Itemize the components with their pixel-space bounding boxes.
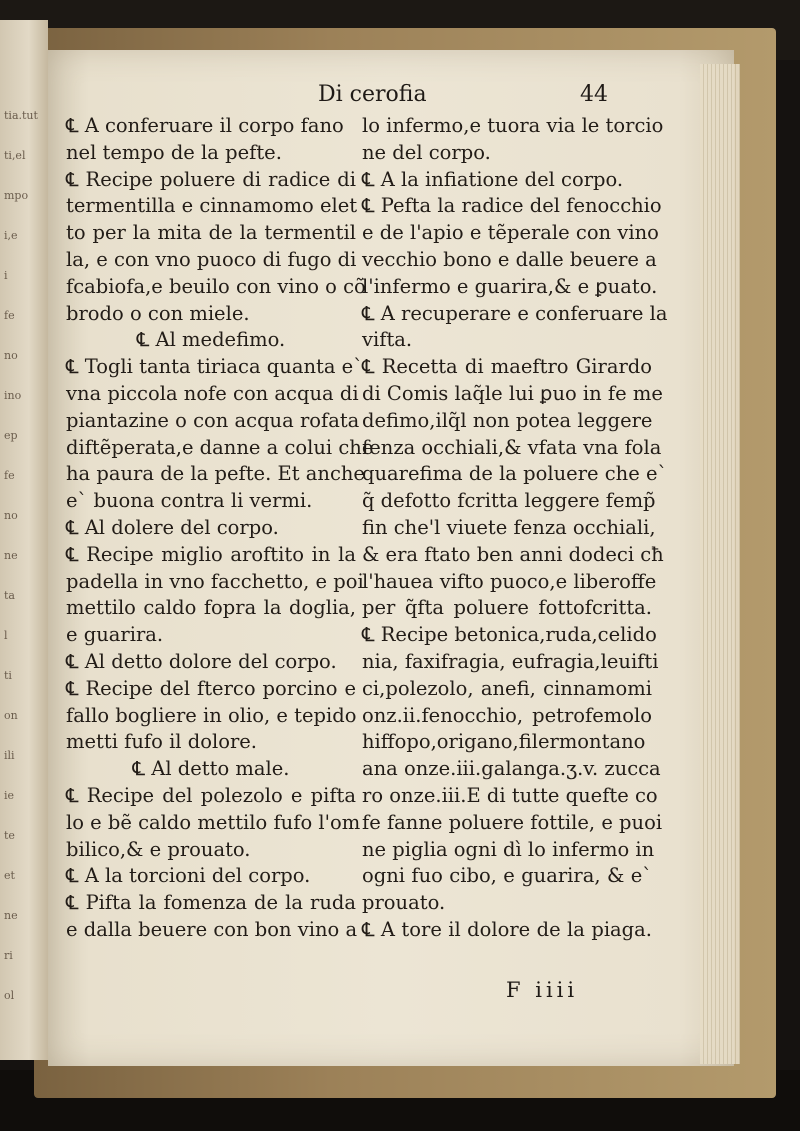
text-line: vna piccola nofe con acqua di: [66, 381, 359, 405]
text-line: ro onze.iii.E di tutte quefte co: [362, 783, 658, 807]
text-line: la, e con vno puoco di fugo di: [66, 247, 357, 271]
text-line: bilico,& e prouato.: [66, 837, 251, 861]
signature-mark: F iiii: [506, 978, 579, 1002]
text-line: ℄ A la torcioni del corpo.: [66, 864, 311, 888]
text-line: brodo o con miele.: [66, 301, 250, 325]
margin-bleed-text: i: [4, 269, 8, 282]
text-line: e de l'apio e tẽperale con vino: [362, 221, 659, 245]
margin-bleed-text: ino: [4, 389, 22, 402]
page-stack-edge: [700, 64, 740, 1064]
text-line: piantazine o con acqua rofata: [66, 408, 360, 432]
text-line: quarefima de la poluere che e`: [362, 462, 668, 486]
text-line: ℄ Al medefimo.: [136, 328, 286, 352]
text-line: to per la mita de la termentil: [66, 221, 356, 245]
text-line: di Comis laq̃le lui ꝑuo in fe me: [362, 381, 663, 405]
margin-bleed-text: te: [4, 829, 15, 842]
text-line: e dalla beuere con bon vino a: [66, 917, 358, 941]
text-line: ℄ Recipe del fterco porcino e: [66, 676, 356, 700]
margin-bleed-text: l: [4, 629, 8, 642]
margin-bleed-text: ri: [4, 949, 13, 962]
text-line: ℄ Togli tanta tiriaca quanta e`: [66, 355, 363, 379]
text-line: ci,polezolo, anefi, cinnamomi: [362, 676, 652, 700]
text-line: nia, faxifragia, eufragia,leuifti: [362, 649, 659, 673]
text-line: vecchio bono e dalle beuere a: [362, 247, 657, 271]
text-line: q̃ defotto fcritta leggere femp̃: [362, 489, 656, 513]
text-line: nel tempo de la pefte.: [66, 140, 282, 164]
text-line: l'hauea vifto puoco,e liberoffe: [362, 569, 657, 593]
text-line: ℄ Al dolere del corpo.: [66, 515, 279, 539]
previous-page-edge: [0, 20, 48, 1060]
text-line: mettilo caldo fopra la doglia,: [66, 596, 356, 620]
page-number: 44: [580, 82, 608, 107]
text-line: ne piglia ogni dì lo infermo in: [362, 837, 655, 861]
text-line: fe fanne poluere fottile, e puoi: [362, 810, 663, 834]
text-line: metti fufo il dolore.: [66, 730, 258, 754]
text-line: ℄ Recipe miglio aroftito in la: [66, 542, 356, 566]
text-line: ha paura de la pefte. Et anche: [66, 462, 365, 486]
text-line: ℄ Recipe poluere di radice di: [66, 167, 356, 191]
right-text-column: [362, 113, 668, 944]
text-line: ne del corpo.: [362, 140, 491, 164]
text-line: onz.ii.fenocchio, petrofemolo: [362, 703, 652, 727]
text-line: ℄ Recetta di maeftro Girardo: [362, 355, 652, 379]
margin-bleed-text: tia.tut: [4, 109, 38, 122]
text-line: & era ftato ben anni dodeci cħ: [362, 542, 664, 566]
margin-bleed-text: ta: [4, 589, 15, 602]
margin-bleed-text: mpo: [4, 189, 29, 202]
text-line: fallo bogliere in olio, e tepido: [66, 703, 357, 727]
margin-bleed-text: i,e: [4, 229, 18, 242]
text-line: ℄ Al detto male.: [132, 757, 290, 781]
text-line: vifta.: [362, 328, 413, 352]
text-line: ℄ Pifta la fomenza de la ruda: [66, 891, 356, 915]
text-line: ana onze.iii.galanga.ʒ.v. zucca: [362, 757, 661, 781]
running-head-title: Di cerofia: [318, 82, 427, 107]
text-line: defimo,ilq̃l non potea leggere: [362, 408, 653, 432]
text-line: ℄ A tore il dolore de la piaga.: [362, 917, 652, 941]
margin-bleed-text: et: [4, 869, 15, 882]
text-line: lo e bẽ caldo mettilo fufo l'om: [66, 810, 361, 834]
margin-bleed-text: ti: [4, 669, 12, 682]
text-line: ℄ A conferuare il corpo fano: [66, 114, 344, 137]
margin-bleed-text: on: [4, 709, 18, 722]
margin-bleed-text: ne: [4, 549, 18, 562]
margin-bleed-text: no: [4, 349, 18, 362]
text-line: ℄ Al detto dolore del corpo.: [66, 649, 337, 673]
margin-bleed-text: fe: [4, 309, 15, 322]
margin-bleed-text: ep: [4, 429, 18, 442]
margin-bleed-text: ie: [4, 789, 15, 802]
text-line: e guarira.: [66, 623, 164, 647]
margin-bleed-text: ili: [4, 749, 15, 762]
text-line: ℄ Recipe betonica,ruda,celido: [362, 623, 657, 647]
text-line: fcabiofa,e beuilo con vino o cõ: [66, 274, 366, 298]
text-line: l'infermo e guarira,& e ꝑuato.: [362, 274, 658, 298]
text-line: hiffopo,origano,filermontano: [362, 730, 646, 754]
margin-bleed-text: fe: [4, 469, 15, 482]
text-line: ℄ Pefta la radice del fenocchio: [362, 194, 662, 218]
text-line: fin che'l viuete fenza occhiali,: [362, 515, 656, 539]
text-line: lo infermo,e tuora via le torcio: [362, 114, 664, 137]
text-line: ℄ A la infiatione del corpo.: [362, 167, 624, 191]
text-line: fenza occhiali,& vfata vna fola: [362, 435, 662, 459]
text-line: padella in vno facchetto, e poi: [66, 569, 364, 593]
margin-bleed-text: ti,el: [4, 149, 26, 162]
left-text-column: [66, 113, 374, 944]
text-line: per q̃fta poluere fottofcritta.: [362, 596, 652, 620]
margin-bleed-text: ne: [4, 909, 18, 922]
text-line: ℄ Recipe del polezolo e pifta: [66, 783, 356, 807]
margin-bleed-text: no: [4, 509, 18, 522]
text-line: e` buona contra li vermi.: [66, 489, 313, 513]
text-line: prouato.: [362, 891, 446, 915]
text-line: termentilla e cinnamomo elet: [66, 194, 358, 218]
text-line: diftẽperata,e danne a colui che: [66, 435, 374, 459]
text-line: ℄ A recuperare e conferuare la: [362, 301, 668, 325]
margin-bleed-text: ol: [4, 989, 15, 1002]
text-line: ogni fuo cibo, e guarira, & e`: [362, 864, 652, 888]
